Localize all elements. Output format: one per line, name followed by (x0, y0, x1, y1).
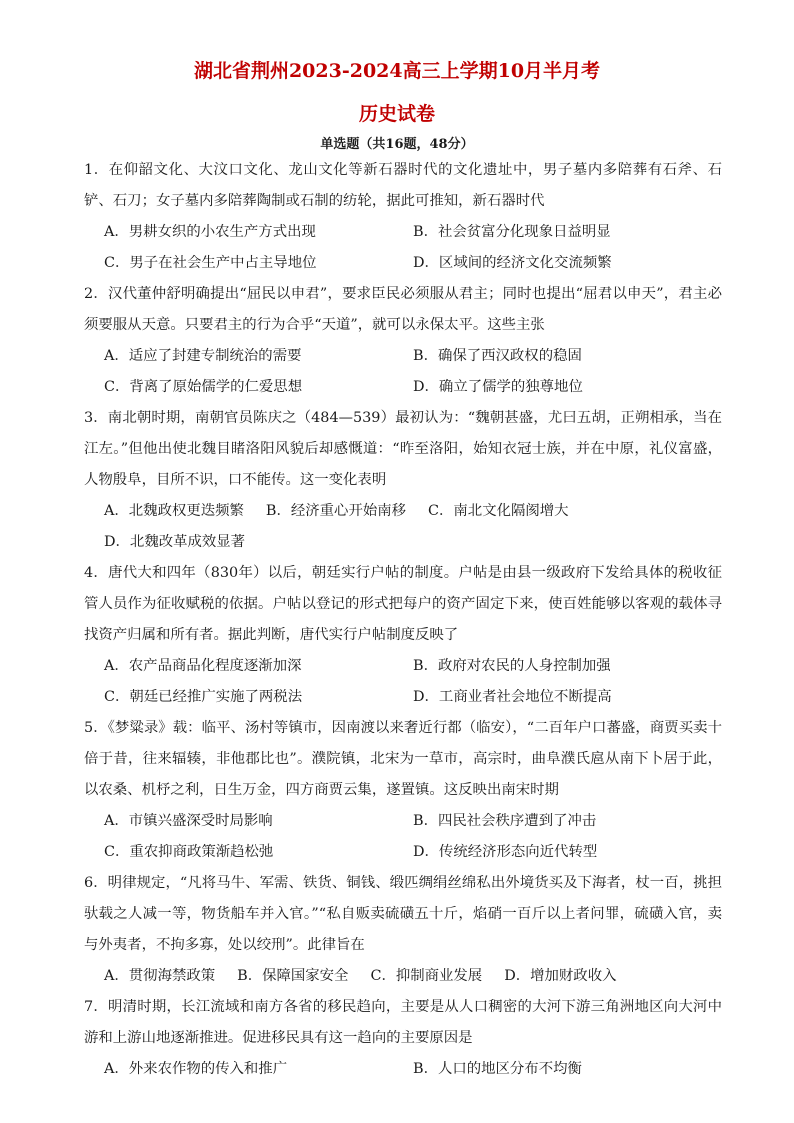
question-2 (84, 279, 722, 403)
option-d[interactable]: D．增加财政收入 (504, 968, 617, 984)
question-7 (84, 992, 722, 1085)
option-group (84, 651, 722, 713)
question-1 (84, 155, 722, 279)
question-stem: 6．明律规定，“凡将马牛、军需、铁货、铜钱、缎匹绸绢丝绵私出外境货买及下海者，杖一百，挑担驮载之人减一等，物货船车并入官。”“私自贩卖硫磺五十斤，焰硝一百斤以上者问罪，硫磺入官，卖与外夷者，不拘多寡，处以绞刑”。此律旨在 (84, 875, 722, 953)
question-stem: 1．在仰韶文化、大汶口文化、龙山文化等新石器时代的文化遗址中，男子墓内多陪葬有石斧、石铲、石刀；女子墓内多陪葬陶制或石制的纺轮，据此可推知，新石器时代 (84, 162, 722, 209)
option-c[interactable]: C．重农抑商政策渐趋松弛 (104, 844, 274, 860)
option-a[interactable]: A．男耕女织的小农生产方式出现 (104, 224, 316, 240)
option-a[interactable]: A．贯彻海禁政策 (104, 968, 216, 984)
option-b[interactable]: B．社会贫富分化现象日益明显 (413, 224, 611, 240)
option-a[interactable]: A．外来农作物的传入和推广 (104, 1061, 288, 1077)
option-b[interactable]: B．保障国家安全 (237, 968, 349, 984)
question-4 (84, 558, 722, 713)
question-5 (84, 713, 722, 868)
question-stem: 7．明清时期，长江流域和南方各省的移民趋向，主要是从人口稠密的大河下游三角洲地区向大河中游和上游山地逐渐推进。促进移民具有这一趋向的主要原因是 (84, 999, 722, 1046)
option-d[interactable]: D．北魏改革成效显著 (104, 534, 246, 550)
option-c[interactable]: C．男子在社会生产中占主导地位 (104, 255, 317, 271)
option-b[interactable]: B．确保了西汉政权的稳固 (413, 348, 582, 364)
question-6 (84, 868, 722, 992)
option-group (84, 1054, 722, 1085)
question-list (84, 155, 722, 1085)
option-c[interactable]: C．南北文化隔阂增大 (428, 503, 569, 519)
question-stem: 2．汉代董仲舒明确提出“屈民以申君”，要求臣民必须服从君主；同时也提出“屈君以申天”，君主必须要服从天意。只要君主的行为合乎“天道”，就可以永保太平。这些主张 (84, 286, 722, 333)
question-3 (84, 403, 722, 558)
section-heading: 单选题（共16题，48分） (320, 137, 474, 152)
option-group (84, 341, 722, 403)
option-a[interactable]: A．适应了封建专制统治的需要 (104, 348, 302, 364)
option-a[interactable]: A．市镇兴盛深受时局影响 (104, 813, 273, 829)
exam-title: 湖北省荆州2023-2024高三上学期10月半月考 (193, 60, 601, 82)
exam-subtitle: 历史试卷 (358, 103, 435, 125)
option-d[interactable]: D．传统经济形态向近代转型 (413, 844, 598, 860)
option-group (84, 806, 722, 868)
option-d[interactable]: D．区域间的经济文化交流频繁 (413, 255, 612, 271)
option-c[interactable]: C．背离了原始儒学的仁爱思想 (104, 379, 303, 395)
option-b[interactable]: B．人口的地区分布不均衡 (413, 1061, 582, 1077)
option-c[interactable]: C．抑制商业发展 (370, 968, 483, 984)
option-b[interactable]: B．政府对农民的人身控制加强 (413, 658, 611, 674)
question-stem: 5．《梦粱录》载：临平、汤村等镇市，因南渡以来奢近行都（临安），“二百年户口蕃盛，商贾买卖十倍于昔，往来辐辏，非他郡比也”。濮院镇，北宋为一草市，高宗时，曲阜濮氏扈从南下卜居于此，以农桑、机杼之利，日生万金，四方商贾云集，遂置镇。这反映出南宋时期 (84, 720, 722, 798)
option-b[interactable]: B．四民社会秩序遭到了冲击 (413, 813, 597, 829)
question-stem: 4．唐代大和四年（830年）以后，朝廷实行户帖的制度。户帖是由县一级政府下发给具体的税收征管人员作为征收赋税的依据。户帖以登记的形式把每户的资产固定下来，使百姓能够以客观的载体寻找资产归属和所有者。据此判断，唐代实行户帖制度反映了 (84, 565, 722, 643)
option-a[interactable]: A．北魏政权更迭频繁 (104, 503, 244, 519)
option-d[interactable]: D．确立了儒学的独尊地位 (413, 379, 583, 395)
option-c[interactable]: C．朝廷已经推广实施了两税法 (104, 689, 303, 705)
option-a[interactable]: A．农产品商品化程度逐渐加深 (104, 658, 302, 674)
option-group (84, 217, 722, 279)
question-stem: 3．南北朝时期，南朝官员陈庆之（484—539）最初认为：“魏朝甚盛，尤曰五胡，正朔相承，当在江左。”但他出使北魏目睹洛阳风貌后却感慨道：“昨至洛阳，始知衣冠士族，并在中原，礼仪富盛，人物殷阜，目所不识，口不能传。这一变化表明 (84, 410, 722, 488)
option-group (84, 496, 722, 558)
option-b[interactable]: B．经济重心开始南移 (265, 503, 407, 519)
option-group (84, 961, 722, 992)
option-d[interactable]: D．工商业者社会地位不断提高 (413, 689, 612, 705)
